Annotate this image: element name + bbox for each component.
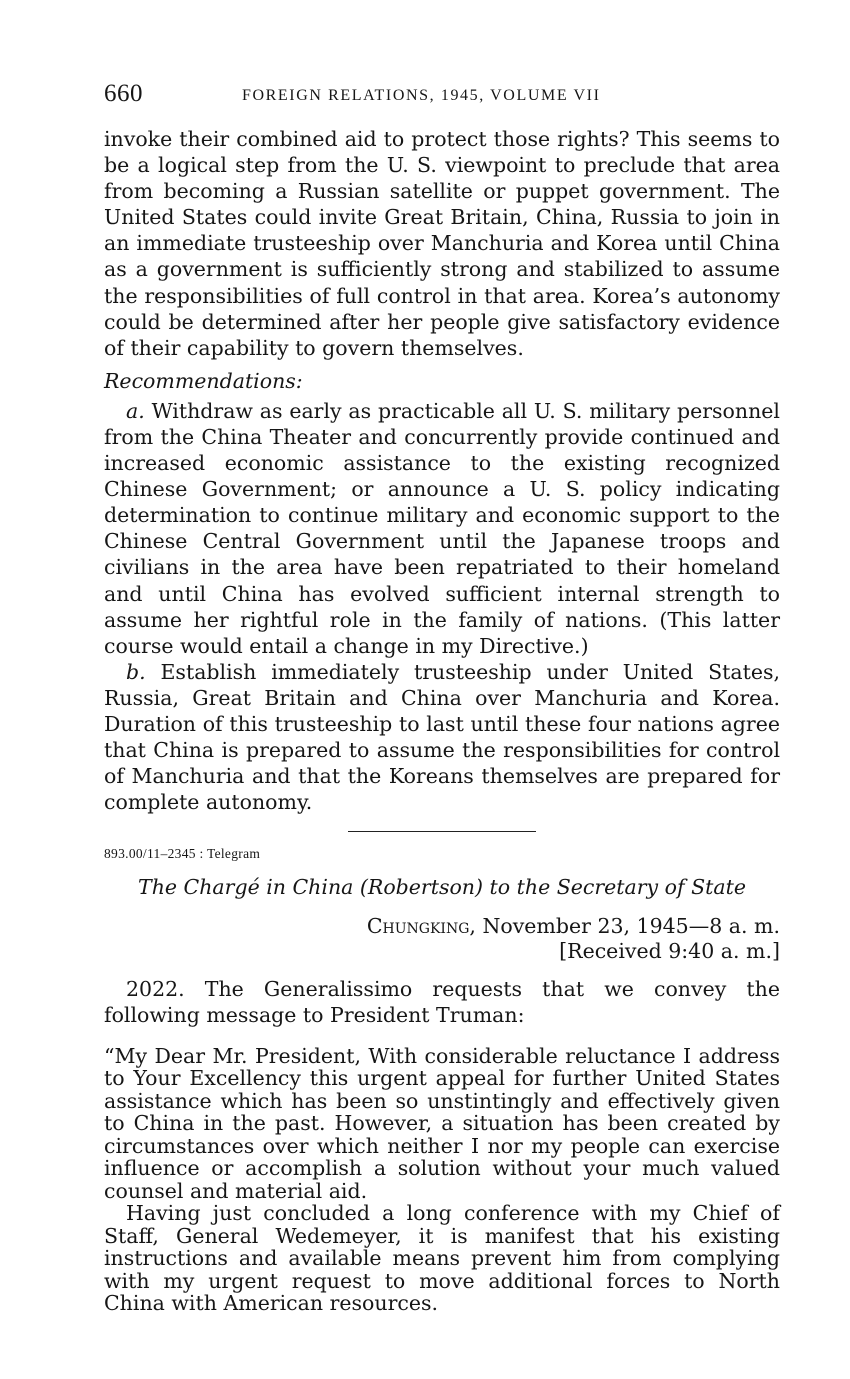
spacer — [104, 964, 780, 976]
opening-paragraph: 2022. The Generalissimo requests that we convey the following message to President Truman: — [104, 977, 780, 1028]
file-reference: 893.00/11–2345 : Telegram — [104, 846, 261, 862]
dateline — [104, 914, 780, 939]
dateline-date: November 23, 1945—8 a. m. — [482, 914, 780, 939]
recommendation-b-text: Establish immediately trusteeship under United States, Russia, Great Britain and China over Manchuria and Korea. Duration of this trusteeship to last until these four nations agree that China is prepared to assume the responsibilities for control of Manchuria and that the Koreans themselves are prepared for complete autonomy. — [104, 659, 780, 815]
section-divider — [348, 831, 536, 832]
document-title: The Chargé in China (Robertson) to the Secretary of State — [138, 875, 746, 900]
recommendation-a-text: Withdraw as early as practicable all U. S. military personnel from the China Theater and concurrently provide continued and increased economic assistance to the existing recognized Chinese Government; or announce a U. S. policy indicating determination to continue military and economic support to the Chinese Central Government until the Japanese troops and civilians in the area have been repatriated to their homeland and until China has evolved sufficient internal strength to assume her rightful role in the family of nations. (This latter course would entail a change in my Directive.) — [104, 398, 780, 658]
running-header — [104, 78, 780, 112]
recommendation-a-label: a. — [126, 398, 145, 423]
recommendation-b-label: b. — [126, 659, 146, 684]
recommendation-a — [104, 398, 780, 659]
recommendation-b — [104, 659, 780, 816]
page-number: 660 — [104, 80, 143, 107]
quote-paragraph-1: “My Dear Mr. President, With considerable reluctance I address to Your Excellency this urgent appeal for further United States assistance which has been so unstintingly and effectively given to China in the past. However, a situation has been created by circumstances over which neither I nor my people can exercise influence or accomplish a solution without your much valued counsel and material aid. — [104, 1043, 780, 1203]
received-time: [Received 9:40 a. m.] — [559, 939, 780, 964]
spacer — [104, 1029, 780, 1045]
dateline-place: Chungking, — [366, 914, 476, 939]
document-page — [104, 78, 780, 1315]
quote-paragraph-2: Having just concluded a long conference with my Chief of Staff, General Wedemeyer, it is manifest that his existing instructions and available means prevent him from complying with my urgent request to move additional forces to North China with American resources. — [104, 1201, 780, 1316]
running-title: FOREIGN RELATIONS, 1945, VOLUME VII — [242, 87, 601, 104]
recommendations-heading: Recommendations: — [104, 368, 303, 393]
continuation-paragraph: invoke their combined aid to protect those rights? This seems to be a logical step from the U. S. viewpoint to preclude that area from becoming a Russian satellite or puppet government. The United States could invite Great Britain, China, Russia to join in an immediate trusteeship over Manchuria and Korea until China as a government is sufficiently strong and stabilized to assume the responsibilities of full control in that area. Korea’s autonomy could be determined after her people give satisfactory evidence of their capability to govern themselves. — [104, 127, 780, 360]
